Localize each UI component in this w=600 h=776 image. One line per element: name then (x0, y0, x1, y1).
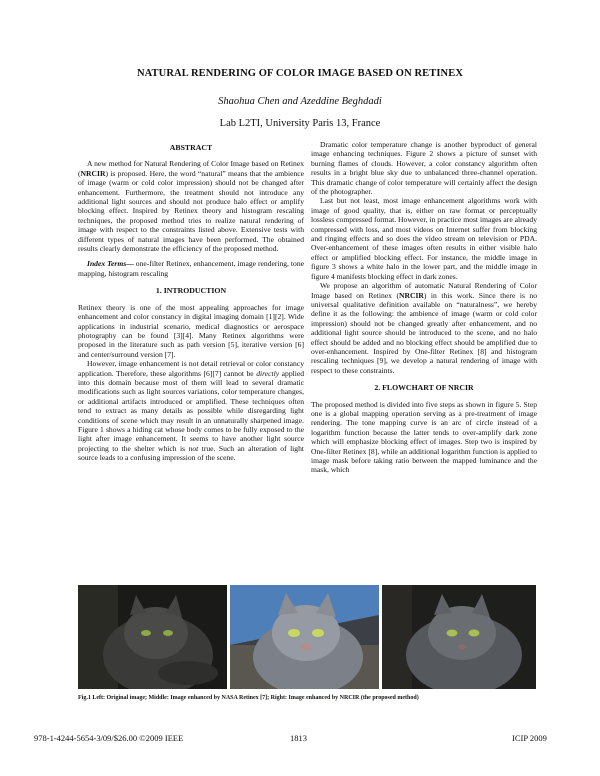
flowchart-heading: 2. FLOWCHART OF NRCIR (374, 383, 474, 393)
paper-title: NATURAL RENDERING OF COLOR IMAGE BASED ON RETINEX (136, 68, 464, 79)
right-paragraph-1: Dramatic color temperature change is another byproduct of general image enhancing techniques. Figure 2 shows a picture of sunset with burning flames of clouds. However, a color constancy algorithm often results in a bright blue sky due to unbalanced three-channel operation. This dramatic change of color temperature will certainly affect the design of the photographer. (311, 140, 537, 197)
abstract-text-1: A new method for Natural Rendering of Color Image based on Retinex ( (78, 159, 304, 178)
intro-p2-a: However, image enhancement is not detail retrieval or color constancy application. Therefore, these algorithms [6][7] cannot be (78, 359, 304, 378)
abstract-text (78, 159, 304, 253)
index-terms (78, 259, 304, 278)
footer-conference: ICIP 2009 (512, 733, 547, 743)
right-paragraph-3 (311, 281, 537, 375)
abstract-heading: ABSTRACT (169, 143, 213, 152)
abstract-nrcir: NRCIR (80, 168, 106, 178)
intro-paragraph-1: Retinex theory is one of the most appealing approaches for image enhancement and color constancy in digital imaging domain [1][2]. Wide applications in industrial scenario, medical diagnostics or aerospace photography can be found [3][4]. Many Retinex algorithms were proposed in the literature such as path version [5], iterative version [6] and center/surround version [7]. (78, 302, 304, 359)
intro-paragraph-2 (78, 359, 304, 462)
right-p3-a: We propose an algorithm of automatic Natural Rendering of Color Image based on Retinex ( (311, 281, 537, 300)
authors: Shaohua Chen and Azeddine Beghdadi (218, 96, 382, 107)
affiliation: Lab L2TI, University Paris 13, France (219, 118, 381, 129)
right-paragraph-2: Last but not least, most image enhancement algorithms work with image of good quality, that is, either on raw format or perceptually lossless compressed format. However, in practice most images are already compressed with loss, and most videos on Internet suffer from blocking and ringing effects and so does the video stream on television or PDA. Over-enhancement of these images often results in either visible halo effect or amplified blocking effect. For instance, the middle image in figure 3 shows a white halo in the lower part, and the middle image in figure 4 manifests blocking effect in dark zones. (311, 196, 537, 281)
cat-image-nasa-retinex (230, 585, 379, 689)
cat-image-original (78, 585, 227, 689)
right-column (311, 140, 537, 475)
footer-isbn: 978-1-4244-5654-3/09/$26.00 ©2009 IEEE (34, 733, 184, 743)
figure-1 (78, 585, 536, 689)
abstract-text-2: ) is proposed. Here, the word “natural” means that the ambience of image (warm or cold color impression) should not be changed after enhancement. Furthermore, the treatment should not introduce any additional light sources and should not produce halo effect or amplify blocking effect. Inspired by Retinex theory and histogram rescaling techniques, the proposed method tries to realize natural rendering of image with respect to the constraints listed above. Extensive tests with different types of natural images have been performed. The obtained results clearly demonstrate the efficiency of the proposed method. (78, 168, 304, 254)
cat-image-nrcir (382, 585, 536, 689)
intro-p2-c: applied into this domain because most of them will lead to several dramatic modifications such as light sources variations, color temperature changes, or additional artifacts introduced or amplified. These techniques often tend to extract as many details as possible while disregarding light conditions of scene which may result in an unnaturally sharpened image. Figure 1 shows a hiding cat whose body comes to be fully exposed to the light after image enhancement. It seems to have another light source projecting to the shelter which is (78, 368, 304, 453)
intro-heading: 1. INTRODUCTION (155, 286, 227, 296)
intro-p2-directly: directly (256, 368, 280, 378)
intro-p2-e: true. Such an alteration of light source leads to a confusing impression of the scene. (78, 443, 304, 463)
intro-p2-not: not (188, 443, 199, 453)
right-p3-c: ) in this work. Since there is no universal qualitative definition available on “naturalness”, we hereby define it as the following: the ambience of image (warm or cold color impression) should not be changed greatly after enhancement, and no additional light source should be introduced to the scene, and no halo effect should be added and no blocking effect should be amplified due to over-enhancement. Inspired by One-filter Retinex [8] and histogram rescaling techniques [9], we develop a natural rendering of image with respect to these constraints. (311, 290, 537, 375)
footer-page-number: 1813 (290, 733, 307, 743)
index-terms-text: one-filter Retinex, enhancement, image rendering, tone mapping, histogram rescaling (78, 259, 304, 278)
right-paragraph-4: The proposed method is divided into five steps as shown in figure 5. Step one is a global mapping operation serving as a pre-treatment of image rendering. The tone mapping curve is an arc of circle instead of a logarithm function because the latter tends to over-amplify dark zone which will emphasize blocking effect of images. Step two is inspired by One-filter Retinex [8], while an additional logarithm function is applied to image mask before taking ratio between the mapped luminance and the mask, which (311, 399, 537, 475)
figure-1-caption: Fig.1 Left: Original image; Middle: Image enhanced by NASA Retinex [7]; Right: Image enhanced by NRCIR (the proposed method) (78, 695, 419, 701)
left-column (78, 140, 304, 463)
right-p3-nrcir: NRCIR (399, 290, 424, 300)
index-terms-label: Index Terms— (87, 259, 134, 269)
